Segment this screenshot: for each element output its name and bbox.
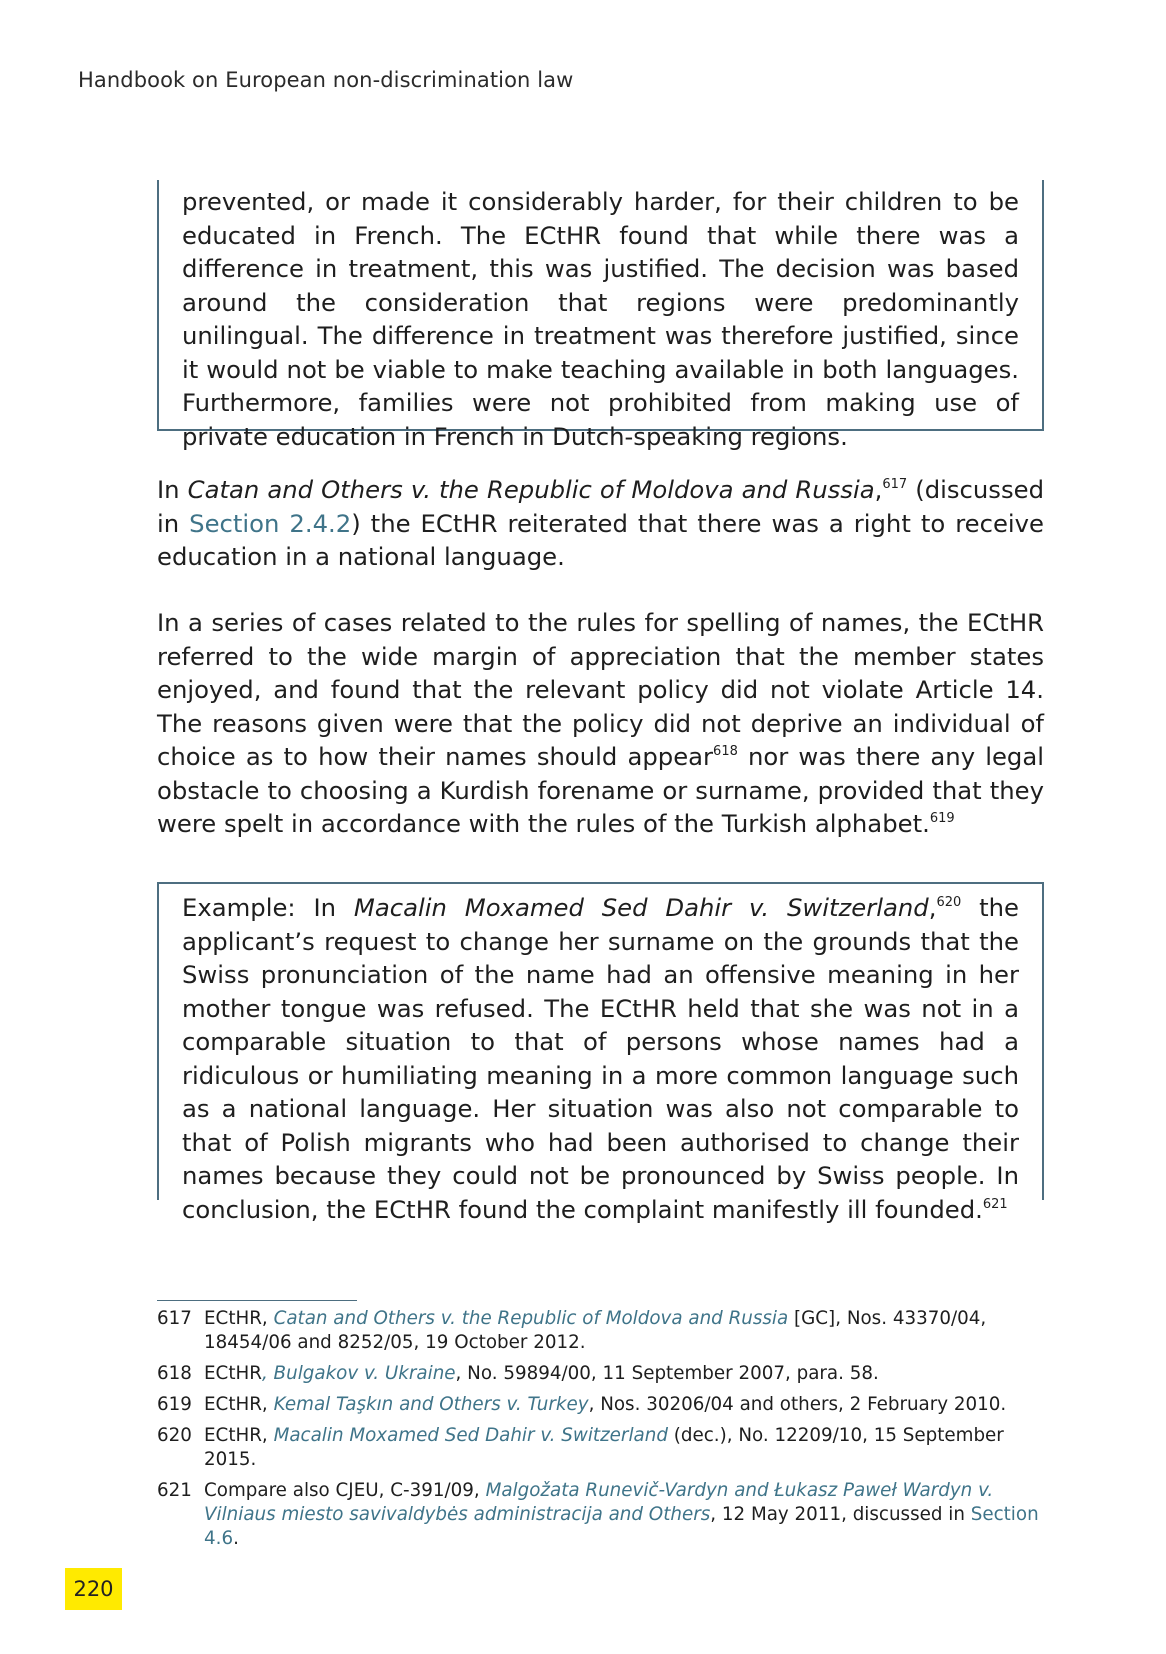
case-name: Macalin Moxamed Sed Dahir v. Switzerland <box>353 893 929 922</box>
footnote-ref-617[interactable]: 617 <box>882 477 908 492</box>
footnote-divider <box>157 1300 357 1301</box>
paragraph-spelling-names: In a series of cases related to the rules for spelling of names, the ECtHR referred to the wide margin of appreciation that the member states enjoyed, and found that the relevant policy did not violate Article 14. The reasons given were that the policy did not deprive an individual of choice as to how their names should appear$^{618}$ nor was there any legal obstacle to choosing a Kurdish forename or surname, provided that they were spelt in accordance with the rules of the Turkish alphabet.$^{619}$ <box>157 608 1044 838</box>
footnote-617: 617 ECtHR, Catan and Others v. the Republic of Moldova and Russia [GC], Nos. 43370/04, 18454/06 and 8252/05, 19 October 2012. <box>157 1308 987 1353</box>
case-link[interactable]: Macalin Moxamed Sed Dahir v. Switzerland <box>273 1425 668 1446</box>
footnote-620: 620 ECtHR, Macalin Moxamed Sed Dahir v. Switzerland (dec.), No. 12209/10, 15 September 2015. <box>157 1425 1004 1470</box>
case-box-text: prevented, or made it considerably harder, for their children to be educated in French. The ECtHR found that while there was a difference in treatment, this was justified. The decision was based around the consideration that regions were predominantly unilingual. The difference in treatment was therefore justified, since it would not be viable to make teaching available in both languages. Furthermore, families were not prohibited from making use of private education in French in Dutch-speaking regions. <box>182 187 1019 451</box>
page-number: 220 <box>65 1568 122 1610</box>
section-link-4-6[interactable]: Section 4.6 <box>204 1504 1039 1549</box>
case-link[interactable]: Kemal Taşkın and Others v. Turkey <box>273 1394 589 1415</box>
footnote-621: 621 Compare also CJEU, C-391/09, Malgožata Runevič-Vardyn and Łukasz Paweł Wardyn v. Vilniaus miesto savivaldybės administracija and Others, 12 May 2011, discussed in Section 4.6. <box>157 1480 1039 1549</box>
case-link[interactable]: , Bulgakov v. Ukraine <box>261 1363 456 1384</box>
footnote-ref-618[interactable]: 618 <box>713 744 738 759</box>
case-link[interactable]: Malgožata Runevič-Vardyn and Łukasz Paweł Wardyn v. Vilniaus miesto savivaldybės administracija and Others <box>204 1480 994 1525</box>
case-link[interactable]: Catan and Others v. the Republic of Moldova and Russia <box>273 1308 789 1329</box>
running-header: Handbook on European non-discrimination law <box>78 68 574 92</box>
footnote-618: 618 ECtHR, Bulgakov v. Ukraine, No. 59894/00, 11 September 2007, para. 58. <box>157 1363 879 1384</box>
footnote-619: 619 ECtHR, Kemal Taşkın and Others v. Turkey, Nos. 30206/04 and others, 2 February 2010. <box>157 1394 1007 1415</box>
case-box-continued <box>157 180 1044 451</box>
footnote-ref-620[interactable]: 620 <box>936 895 962 910</box>
case-name: Catan and Others v. the Republic of Moldova and Russia <box>187 475 875 504</box>
footnotes <box>157 1307 1044 1558</box>
paragraph-catan: In Catan and Others v. the Republic of Moldova and Russia,$^{617}$ (discussed in Section 2.4.2) the ECtHR reiterated that there was a right to receive education in a national language. <box>157 475 1044 571</box>
footnote-ref-621[interactable]: 621 <box>982 1196 1008 1212</box>
section-link-2-4-2[interactable]: Section 2.4.2 <box>189 508 352 538</box>
example-box: Example: In Macalin Moxamed Sed Dahir v. Switzerland,$^{620}$ the applicant’s request to change her surname on the grounds that the Swiss pronunciation of the name had an offensive meaning in her mother tongue was refused. The ECtHR held that she was not in a comparable situation to that of persons whose names had a ridiculous or humiliating meaning in a more common language such as a national language. Her situation was also not comparable to that of Polish migrants who had been authorised to change their names because they could not be pronounced by Swiss people. In conclusion, the ECtHR found the complaint manifestly ill founded.$^{621}$ <box>157 882 1044 1200</box>
footnote-ref-619[interactable]: 619 <box>929 811 955 826</box>
